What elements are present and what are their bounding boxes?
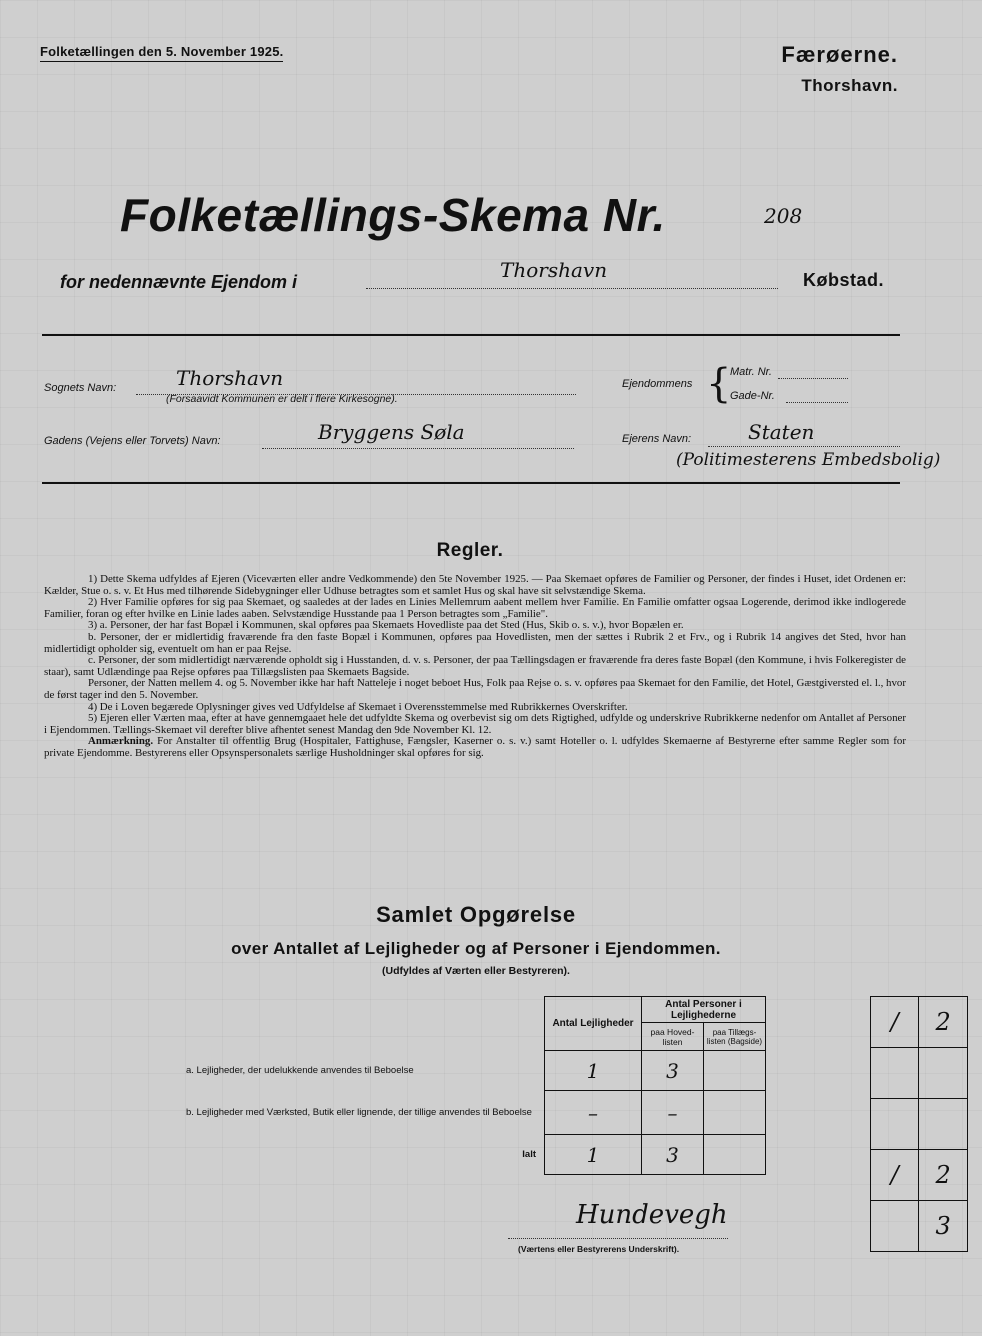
rule-4: 4) De i Loven begærede Oplysninger gives ved Udfyldelse af Skemaet i Overensstemmelse med Rubrikkernes Overskrifter. xyxy=(88,700,628,713)
row-a-lejligheder: 1 xyxy=(545,1051,642,1091)
form-title: Folketællings-Skema Nr. xyxy=(120,189,666,241)
divider-bottom xyxy=(42,482,900,484)
gade-label: Gade-Nr. xyxy=(730,390,775,402)
annotation-label: Anmærkning. xyxy=(88,735,154,748)
signature-handwritten: Hundevegh xyxy=(576,1200,728,1230)
samlet-note: (Udfyldes af Værten eller Bestyreren). xyxy=(382,965,570,977)
tally-cell xyxy=(871,1048,919,1099)
matr-dotted-line xyxy=(778,378,848,379)
tally-cell: / xyxy=(871,997,919,1048)
ejerens-value2-handwritten: (Politimesterens Embedsbolig) xyxy=(676,450,941,470)
sognets-note: (Forsaavidt Kommunen er delt i flere Kirkesogne). xyxy=(166,393,398,405)
matr-label: Matr. Nr. xyxy=(730,366,772,378)
tally-cell: 2 xyxy=(919,997,968,1048)
rules-text xyxy=(44,574,906,760)
col-antal-personer: Antal Personer i Lejlighederne xyxy=(642,997,766,1023)
rule-1: 1) Dette Skema udfyldes af Ejeren (Viceværten eller andre Vedkommende) den 5te November 1925. — Paa Skemaet opføres de Familier og Personer, der findes i Huset, idet Ordenen er: Kælder, Stue o. s. v. Et Hus med tilhørende Sidebygninger eller Udhuse betragtes som et samlet Hus og skal have sit selvstændige Skema. xyxy=(44,573,906,597)
annotation-paragraph xyxy=(44,736,906,759)
sognets-value-handwritten: Thorshavn xyxy=(176,366,284,390)
ejerens-dotted-line xyxy=(708,446,900,447)
row-a-hoved: 3 xyxy=(642,1051,704,1091)
rule-3d: Personer, der Natten mellem 4. og 5. November ikke har haft Natteleje i noget beboet Hus, Folk paa Rejse o. s. v. opføres paa Skemaet for den Familie, det Hotel, Gæstgiversted el. l., hvor de først tager ind den 5. November. xyxy=(44,677,906,701)
ialt-tillaeg xyxy=(704,1135,766,1175)
table-row xyxy=(172,1135,766,1175)
ejerens-value-handwritten: Staten xyxy=(748,420,815,444)
ejendommens-label: Ejendommens xyxy=(622,378,693,390)
ialt-hoved: 3 xyxy=(642,1135,704,1175)
row-a-label: a. Lejligheder, der udelukkende anvendes til Beboelse xyxy=(186,1065,414,1076)
summary-table xyxy=(172,996,766,1175)
table-row xyxy=(172,1091,766,1135)
col-hovedlisten: paa Hoved-listen xyxy=(642,1023,704,1051)
kobstad-label: Købstad. xyxy=(802,270,884,290)
divider-top xyxy=(42,334,900,336)
regler-title: Regler. xyxy=(436,540,504,561)
town-dotted-line xyxy=(366,288,778,289)
row-b-lejligheder: – xyxy=(545,1091,642,1135)
col-tillaegslisten: paa Tillægs-listen (Bagside) xyxy=(704,1023,766,1051)
rule-3c: c. Personer, der som midlertidigt nærværende opholdt sig i Husstanden, d. v. s. Personer, der paa Tællingsdagen er fraværende fra deres faste Bopæl (den Kommune, i hvis Folkeregister de staar), samt Udlændinge paa Rejse opføres paa Tillægslisten paa Skemaets Bagside. xyxy=(44,654,906,678)
signature-label: (Værtens eller Bestyrerens Underskrift). xyxy=(518,1244,680,1254)
row-b-label: b. Lejligheder med Værksted, Butik eller lignende, der tillige anvendes til Beboelse xyxy=(186,1107,532,1118)
gadens-label: Gadens (Vejens eller Torvets) Navn: xyxy=(44,435,221,447)
city-header: Thorshavn. xyxy=(801,76,898,95)
rule-5: 5) Ejeren eller Værten maa, efter at have gennemgaaet hele det udfyldte Skema og overbevist sig om dets Rigtighed, udfylde og underskrive Rubrikkerne nedenfor om Antallet af Personer i Ejendommen. Tællings-Skemaet vil derefter blive afhentet senest Mandag den 9de November Kl. 12. xyxy=(44,712,906,736)
rule-3b: b. Personer, der er midlertidig fraværende fra den faste Bopæl i Kommunen, opføres paa Hovedlisten, men der sættes i Rubrik 2 et Frv., og i Rubrik 14 angives det Sted, hvor han midlertidigt opholder sig, eventuelt om han er paa Rejse. xyxy=(44,630,906,655)
ialt-lejligheder: 1 xyxy=(545,1135,642,1175)
town-handwritten: Thorshavn xyxy=(500,258,608,282)
tally-cell xyxy=(919,1048,968,1099)
tally-cell: 3 xyxy=(919,1201,968,1252)
tally-cell xyxy=(871,1099,919,1150)
gadens-dotted-line xyxy=(262,448,574,449)
row-b-tillaeg xyxy=(704,1091,766,1135)
samlet-subtitle: over Antallet af Lejligheder og af Personer i Ejendommen. xyxy=(231,939,721,958)
col-antal-lejligheder: Antal Lejligheder xyxy=(545,997,642,1051)
samlet-title: Samlet Opgørelse xyxy=(376,902,576,927)
rule-3a: 3) a. Personer, der har fast Bopæl i Kommunen, skal opføres paa Skemaets Hovedliste paa det Sted (Hus, Skib o. s. v.), hvor Bopælen er. xyxy=(88,619,684,632)
ejerens-label: Ejerens Navn: xyxy=(622,433,692,445)
tally-cell: / xyxy=(871,1150,919,1201)
row-a-tillaeg xyxy=(704,1051,766,1091)
sognets-label: Sognets Navn: xyxy=(44,382,117,394)
tally-cell xyxy=(871,1201,919,1252)
tally-box xyxy=(870,996,968,1252)
brace-icon: { xyxy=(706,361,732,407)
tally-cell xyxy=(919,1099,968,1150)
gade-dotted-line xyxy=(786,402,848,403)
table-row xyxy=(172,1051,766,1091)
form-number-handwritten: 208 xyxy=(764,204,803,228)
signature-dotted-line xyxy=(508,1238,728,1239)
region-header: Færøerne. xyxy=(781,42,898,67)
census-date-header: Folketællingen den 5. November 1925. xyxy=(40,44,283,62)
row-b-hoved: – xyxy=(642,1091,704,1135)
rule-2: 2) Hver Familie opføres for sig paa Skemaet, og saaledes at der lades en Linies Mellemrum aabent mellem hver Familie. En Familie omfatter ogsaa Logerende, derimod ikke indlogerede Familier, foran og efter hvilke en Linie lades aaben. Selvstændige Husstande paa 1 Person betragtes som „Familie". xyxy=(44,596,906,620)
gadens-value-handwritten: Bryggens Søla xyxy=(318,420,465,444)
for-line-label: for nedennævnte Ejendom i xyxy=(60,272,298,292)
ialt-label: Ialt xyxy=(522,1149,536,1160)
annotation-text: For Anstalter til offentlig Brug (Hospitaler, Fattighuse, Fængsler, Kaserner o. s. v.) samt Hoteller o. l. udfyldes Skemaerne af Bestyrerne efter samme Regler som for private Ejendomme. Bestyrerens eller Opsynspersonalets særlige Husholdninger skal opføres for sig. xyxy=(44,735,906,759)
tally-cell: 2 xyxy=(919,1150,968,1201)
